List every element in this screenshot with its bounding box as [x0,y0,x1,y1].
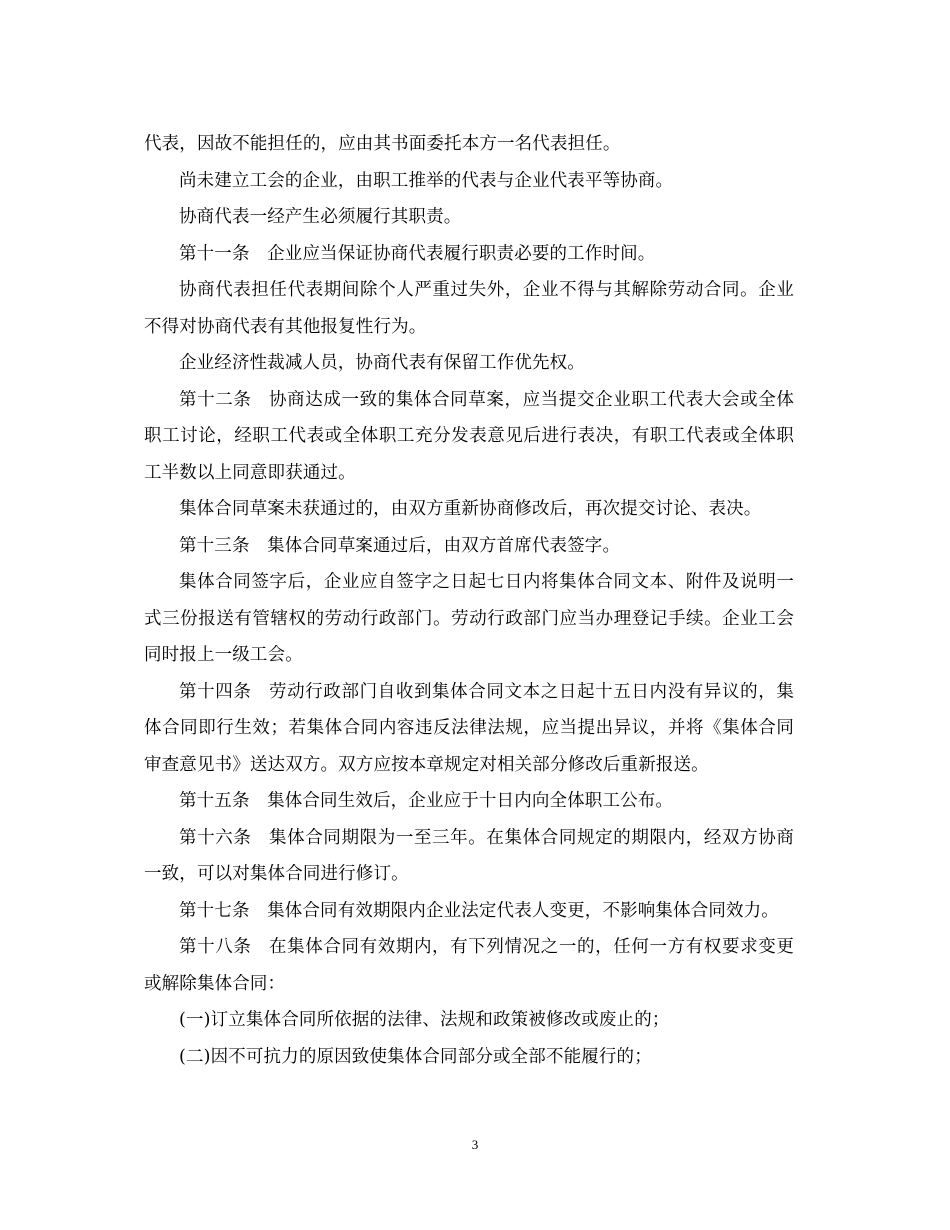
paragraph-text: 协商代表担任代表期间除个人严重过失外，企业不得与其解除劳动合同。企业不得对协商代表有其他报复性行为。 [144,280,794,337]
article-paragraph [144,929,794,1002]
article-paragraph [144,893,794,930]
paragraph-text: 代表，因故不能担任的，应由其书面委托本方一名代表担任。 [144,134,621,154]
paragraph-text: 协商达成一致的集体合同草案，应当提交企业职工代表大会或全体职工讨论，经职工代表或全体职工充分发表意见后进行表决，有职工代表或全体职工半数以上同意即获通过。 [144,389,794,483]
paragraph-text: 集体合同期限为一至三年。在集体合同规定的期限内，经双方协商一致，可以对集体合同进行修订。 [144,827,794,884]
body-paragraph [144,1002,794,1039]
body-paragraph [144,1039,794,1076]
paragraph-text: 企业应当保证协商代表履行职责必要的工作时间。 [267,243,656,264]
paragraph-text: 集体合同签字后，企业应自签字之日起七日内将集体合同文本、附件及说明一式三份报送有管辖权的劳动行政部门。劳动行政部门应当办理登记手续。企业工会同时报上一级工会。 [144,572,794,665]
paragraph-text: 在集体合同有效期内，有下列情况之一的，任何一方有权要求变更或解除集体合同： [144,937,794,994]
article-number: 第十二条 [179,389,252,410]
paragraph-text: (二)因不可抗力的原因致使集体合同部分或全部不能履行的； [179,1046,652,1067]
paragraph-text: 企业经济性裁减人员，协商代表有保留工作优先权。 [179,353,585,373]
article-number: 第十六条 [179,827,252,848]
paragraph-text: (一)订立集体合同所依据的法律、法规和政策被修改或废止的； [179,1010,670,1030]
paragraph-text: 尚未建立工会的企业，由职工推举的代表与企业代表平等协商。 [179,170,674,191]
article-number: 第十三条 [179,535,250,556]
body-paragraph [144,564,794,674]
paragraph-text: 劳动行政部门自收到集体合同文本之日起十五日内没有异议的，集体合同即行生效；若集体合同内容违反法律法规，应当提出异议，并将《集体合同审查意见书》送达双方。双方应按本章规定对相关部分修改后重新报送。 [144,681,794,775]
article-number: 第十七条 [179,900,250,921]
article-number: 第十一条 [179,243,250,264]
body-paragraph [144,272,794,345]
body-paragraph [144,126,794,163]
article-paragraph [144,528,794,565]
article-paragraph [144,236,794,273]
paragraph-text: 集体合同有效期限内企业法定代表人变更，不影响集体合同效力。 [267,900,779,921]
page-number: 3 [471,1137,479,1152]
article-number: 第十四条 [179,681,252,702]
article-paragraph [144,382,794,492]
body-paragraph [144,345,794,382]
body-paragraph [144,199,794,236]
body-paragraph [144,163,794,200]
article-number: 第十五条 [179,791,250,811]
paragraph-text: 集体合同草案未获通过的，由双方重新协商修改后，再次提交讨论、表决。 [179,499,762,519]
article-paragraph [144,820,794,893]
paragraph-text: 集体合同生效后，企业应于十日内向全体职工公布。 [267,791,674,811]
article-number: 第十八条 [179,937,252,957]
article-paragraph [144,783,794,820]
document-body [144,126,794,1075]
article-paragraph [144,674,794,784]
body-paragraph [144,491,794,528]
paragraph-text: 集体合同草案通过后，由双方首席代表签字。 [267,535,621,556]
paragraph-text: 协商代表一经产生必须履行其职责。 [179,207,462,227]
